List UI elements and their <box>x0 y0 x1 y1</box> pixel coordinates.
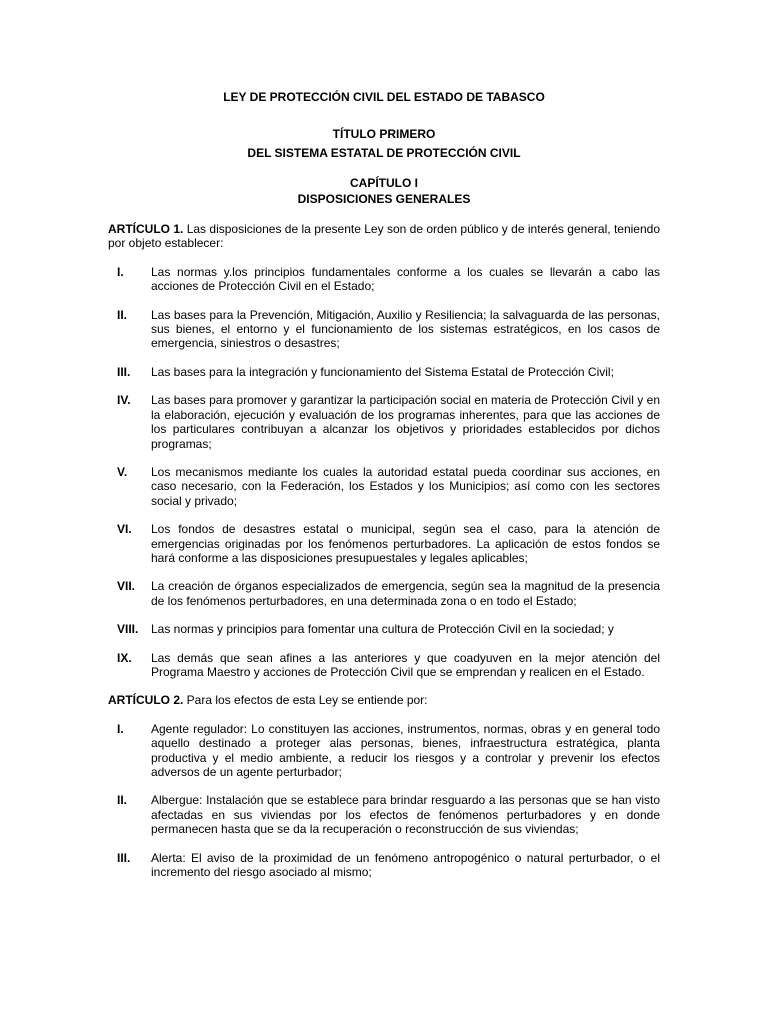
list-item <box>108 579 660 608</box>
item-text: Las bases para promover y garantizar la participación social en materia de Protección Civil y en la elaboración, ejecución y evaluación de los programas inherentes, para que las acciones de los particulares contribuyan a alcanzar los objetivos y prioridades establecidos por dichos programas; <box>151 393 660 451</box>
article-1-intro <box>108 222 660 251</box>
list-item <box>108 622 660 636</box>
list-item <box>108 651 660 680</box>
list-item <box>108 851 660 880</box>
list-item <box>108 722 660 780</box>
item-text: Los fondos de desastres estatal o municipal, según sea el caso, para la atención de emergencias originadas por los fenómenos perturbadores. La aplicación de estos fondos se hará conforme a las disposiciones presupuestales y legales aplicables; <box>151 522 660 565</box>
item-number: III. <box>117 364 131 379</box>
chapter-heading: CAPÍTULO I <box>350 176 418 191</box>
article-2-text: Para los efectos de esta Ley se entiende por: <box>183 693 428 708</box>
item-text: Alerta: El aviso de la proximidad de un fenómeno antropogénico o natural perturbador, o el incremento del riesgo asociado al mismo; <box>151 850 660 880</box>
item-text: Albergue: Instalación que se establece para brindar resguardo a las personas que se han visto afectadas en sus viviendas por los efectos de fenómenos perturbadores y en donde permanecen hasta que se da la recuperación o reconstrucción de sus viviendas; <box>151 793 660 837</box>
item-text: Las demás que sean afines a las anteriores y que coadyuven en la mejor atención del Programa Maestro y acciones de Protección Civil que se emprendan y realicen en el Estado. <box>151 650 660 679</box>
item-number: II. <box>117 307 128 322</box>
item-number: III. <box>117 850 131 865</box>
law-title: LEY DE PROTECCIÓN CIVIL DEL ESTADO DE TABASCO <box>223 90 545 104</box>
item-number: I. <box>117 721 124 736</box>
item-text: Las normas y.los principios fundamentales conforme a los cuales se llevarán a cabo las acciones de Protección Civil en el Estado; <box>151 264 660 294</box>
item-text: La creación de órganos especializados de emergencia, según sea la magnitud de la presencia de los fenómenos perturbadores, en una determinada zona o en todo el Estado; <box>151 579 660 608</box>
list-item <box>108 465 660 508</box>
item-number: VII. <box>117 579 136 594</box>
article-2-intro <box>108 693 660 707</box>
list-item <box>108 365 660 379</box>
chapter-subheading: DISPOSICIONES GENERALES <box>297 191 471 206</box>
item-number: VI. <box>117 522 132 537</box>
item-text: Las normas y principios para fomentar una cultura de Protección Civil en la sociedad; y <box>151 622 614 637</box>
list-item <box>108 308 660 351</box>
list-item <box>108 522 660 565</box>
title-heading: TÍTULO PRIMERO <box>332 127 436 142</box>
item-number: V. <box>117 464 128 479</box>
item-number: II. <box>117 793 128 808</box>
article-1-text: Las disposiciones de la presente Ley son de orden público y de interés general, teniendo por objeto establecer: <box>108 222 660 251</box>
item-number: IX. <box>117 650 132 665</box>
article-2-label: ARTÍCULO 2. <box>108 693 184 708</box>
item-number: I. <box>117 264 124 279</box>
item-text: Las bases para la Prevención, Mitigación, Auxilio y Resiliencia; la salvaguarda de las personas, sus bienes, el entorno y el funcionamiento de los sistemas estratégicos, en los casos de emergencia, siniestros o desastres; <box>151 307 660 351</box>
article-1-label: ARTÍCULO 1. <box>108 222 184 237</box>
list-item <box>108 265 660 294</box>
list-item <box>108 793 660 836</box>
item-number: VIII. <box>117 622 139 637</box>
title-subheading: DEL SISTEMA ESTATAL DE PROTECCIÓN CIVIL <box>247 145 521 160</box>
item-text: Agente regulador: Lo constituyen las acciones, instrumentos, normas, obras y en general todo aquello destinado a proteger alas personas, bienes, infraestructura estratégica, planta productiva y el medio ambiente, a reducir los riesgos y a controlar y prevenir los efectos adversos de un agente perturbador; <box>151 721 660 779</box>
item-text: Los mecanismos mediante los cuales la autoridad estatal pueda coordinar sus acciones, en caso necesario, con la Federación, los Estados y los Municipios; así como con les sectores social y privado; <box>151 464 660 508</box>
list-item <box>108 393 660 451</box>
item-number: IV. <box>117 393 131 408</box>
item-text: Las bases para la integración y funcionamiento del Sistema Estatal de Protección Civil; <box>151 364 614 379</box>
